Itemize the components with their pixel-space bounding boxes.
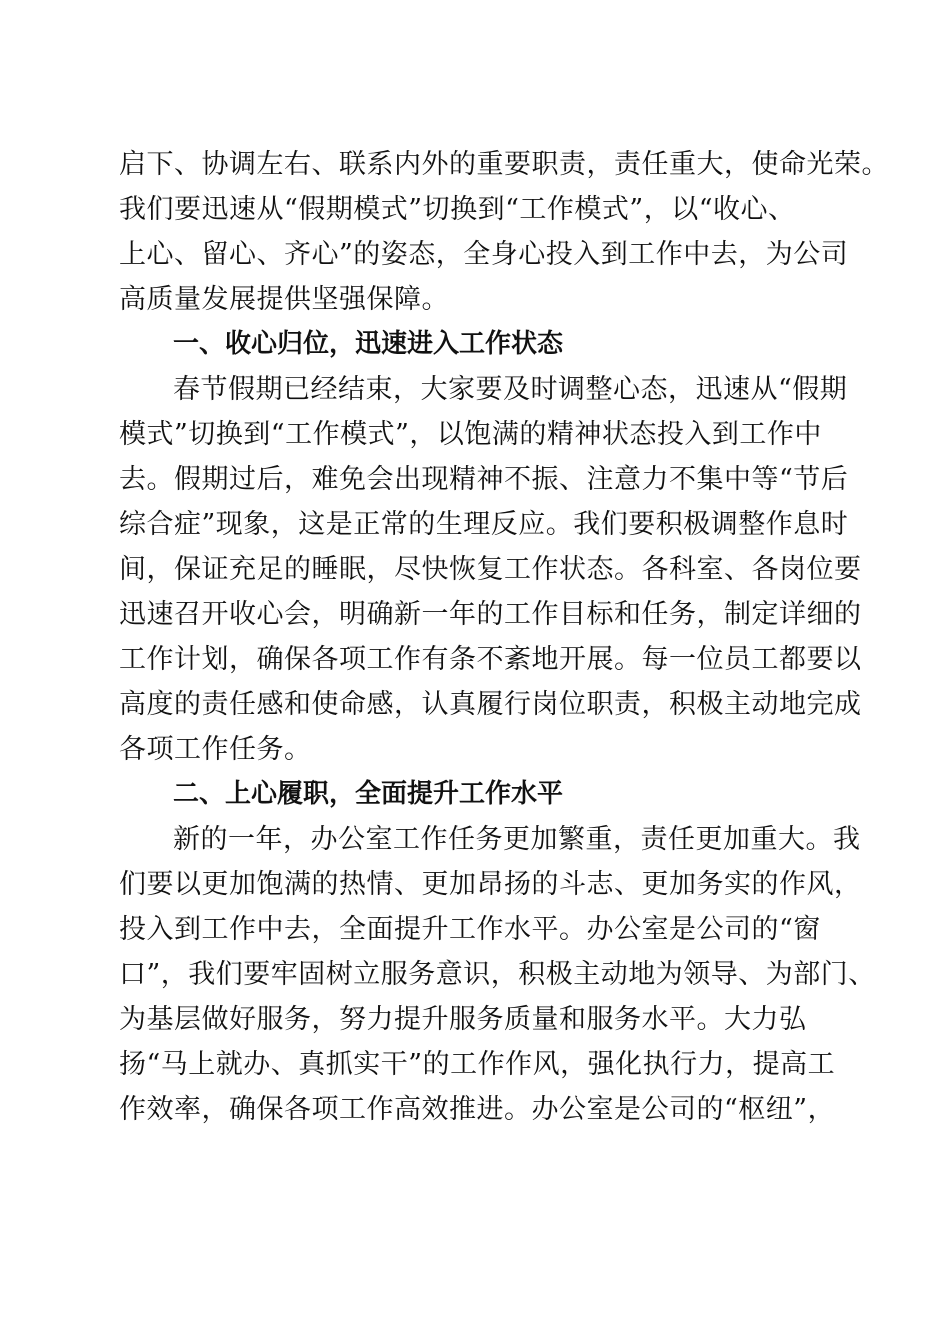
text-line: 启下、协调左右、联系内外的重要职责，责任重大，使命光荣。 [119,149,889,180]
text-line: 间，保证充足的睡眠，尽快恢复工作状态。各科室、各岗位要 [119,554,862,585]
text-line: 扬“马上就办、真抓实干”的工作作风，强化执行力，提高工 [119,1049,836,1080]
text-line: 各项工作任务。 [119,734,312,765]
section-1-paragraph [119,367,862,772]
text-line: 口”，我们要牢固树立服务意识，积极主动地为领导、为部门、 [119,959,876,990]
text-line: 投入到工作中去，全面提升工作水平。办公室是公司的“窗 [119,914,821,945]
text-line: 迅速召开收心会，明确新一年的工作目标和任务，制定详细的 [119,599,862,630]
text-line: 综合症”现象，这是正常的生理反应。我们要积极调整作息时 [119,509,849,540]
text-line: 模式”切换到“工作模式”，以饱满的精神状态投入到工作中 [119,419,822,450]
text-line: 春节假期已经结束，大家要及时调整心态，迅速从“假期 [173,374,848,405]
text-line: 我们要迅速从“假期模式”切换到“工作模式”，以“收心、 [119,194,796,225]
text-line: 去。假期过后，难免会出现精神不振、注意力不集中等“节后 [119,464,849,495]
text-line: 工作计划，确保各项工作有条不紊地开展。每一位员工都要以 [119,644,862,675]
section-heading-1: 一、收心归位，迅速进入工作状态 [173,329,564,359]
text-line: 高度的责任感和使命感，认真履行岗位职责，积极主动地完成 [119,689,862,720]
text-line: 高质量发展提供坚强保障。 [119,284,449,315]
text-line: 上心、留心、齐心”的姿态，全身心投入到工作中去，为公司 [119,239,849,270]
intro-paragraph [119,142,889,322]
text-line: 新的一年，办公室工作任务更加繁重，责任更加重大。我 [173,824,861,855]
section-heading-2: 二、上心履职，全面提升工作水平 [173,779,564,809]
text-line: 作效率，确保各项工作高效推进。办公室是公司的“枢纽”， [119,1094,836,1125]
section-2-paragraph [119,817,876,1132]
text-line: 们要以更加饱满的热情、更加昂扬的斗志、更加务实的作风， [119,869,862,900]
text-line: 为基层做好服务，努力提升服务质量和服务水平。大力弘 [119,1004,807,1035]
document-body [119,142,889,1132]
